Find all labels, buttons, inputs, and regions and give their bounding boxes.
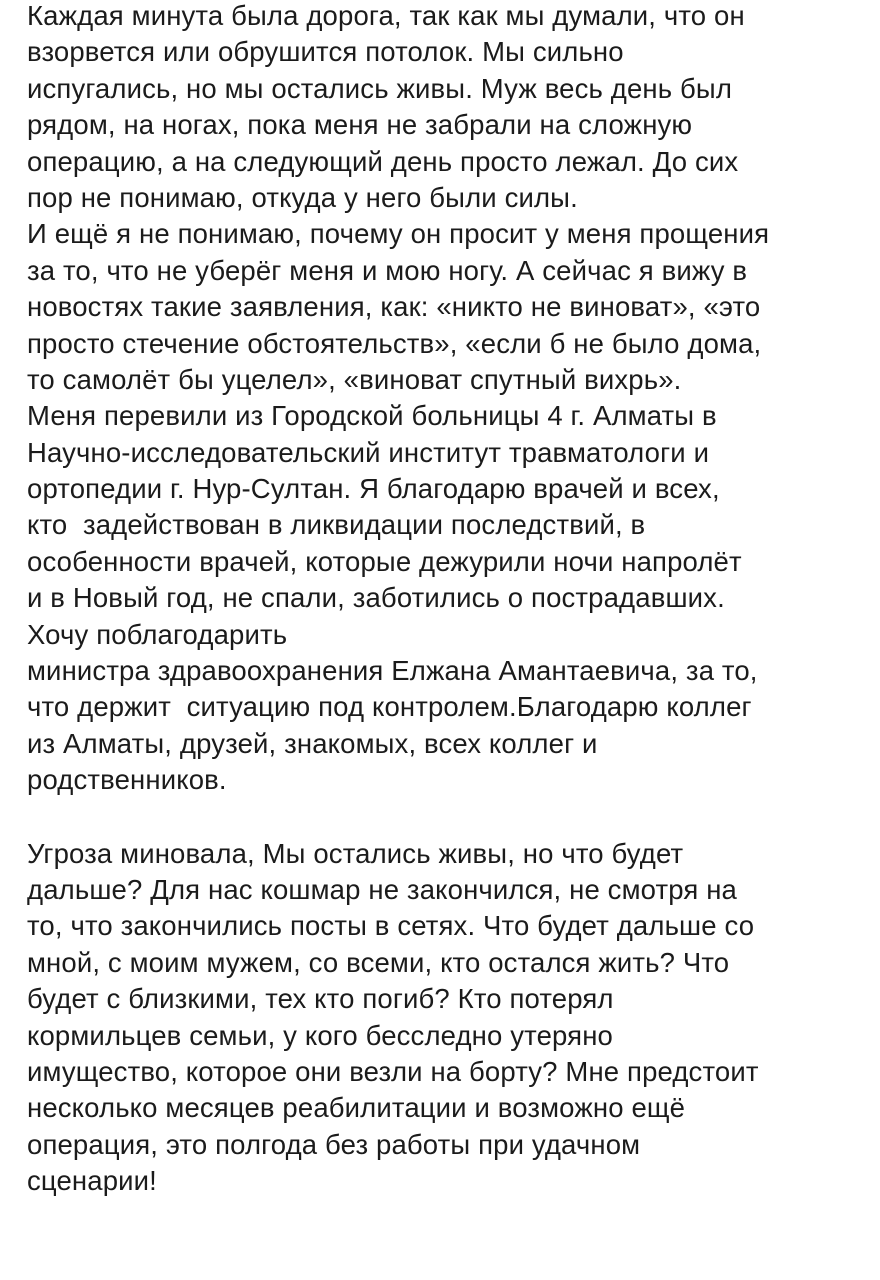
text-line: и в Новый год, не спали, заботились о пострадавших.: [27, 582, 725, 614]
text-line: Меня перевили из Городской больницы 4 г. Алматы в: [27, 400, 717, 432]
text-line: ортопедии г. Нур-Султан. Я благодарю врачей и всех,: [27, 473, 720, 505]
text-line: будет с близкими, тех кто погиб? Кто потерял: [27, 983, 614, 1015]
text-line: операцию, а на следующий день просто лежал. До сих: [27, 145, 739, 177]
text-line: просто стечение обстоятельств», «если б не было дома,: [27, 327, 762, 359]
text-line: сценарии!: [27, 1165, 157, 1197]
text-line: взорвется или обрушится потолок. Мы сильно: [27, 36, 624, 68]
text-line: то самолёт бы уцелел», «виноват спутный вихрь».: [27, 363, 682, 395]
text-line: Каждая минута была дорога, так как мы думали, что он: [27, 0, 745, 31]
text-line: несколько месяцев реабилитации и возможно ещё: [27, 1092, 686, 1124]
text-line: рядом, на ногах, пока меня не забрали на сложную: [27, 109, 693, 141]
text-line: кто задействован в ликвидации последствий, в: [27, 509, 646, 541]
text-line: то, что закончились посты в сетях. Что будет дальше со: [27, 910, 755, 942]
text-line: особенности врачей, которые дежурили ночи напролёт: [27, 545, 742, 577]
paragraph-gap: [27, 799, 872, 836]
text-line: Угроза миновала, Мы остались живы, но что будет: [27, 837, 684, 869]
text-line: испугались, но мы остались живы. Муж весь день был: [27, 72, 733, 104]
text-line: новостях такие заявления, как: «никто не виноват», «это: [27, 291, 761, 323]
text-line: родственников.: [27, 764, 227, 796]
text-line: за то, что не уберёг меня и мою ногу. А сейчас я вижу в: [27, 254, 748, 286]
text-line: кормильцев семьи, у кого бесследно утеряно: [27, 1019, 613, 1051]
text-line: что держит ситуацию под контролем.Благодарю коллег: [27, 691, 752, 723]
text-line: дальше? Для нас кошмар не закончился, не смотря на: [27, 873, 737, 905]
text-line: Хочу поблагодарить: [27, 618, 288, 650]
text-line: министра здравоохранения Елжана Амантаевича, за то,: [27, 655, 758, 687]
text-line: мной, с моим мужем, со всеми, кто остался жить? Что: [27, 946, 730, 978]
text-line: из Алматы, друзей, знакомых, всех коллег и: [27, 727, 598, 759]
document-text: [27, 0, 872, 1200]
text-line: пор не понимаю, откуда у него были силы.: [27, 181, 578, 213]
text-line: Научно-исследовательский институт травматологи и: [27, 436, 710, 468]
text-line: И ещё я не понимаю, почему он просит у меня прощения: [27, 218, 770, 250]
text-line: операция, это полгода без работы при удачном: [27, 1128, 641, 1160]
text-line: имущество, которое они везли на борту? Мне предстоит: [27, 1055, 759, 1087]
